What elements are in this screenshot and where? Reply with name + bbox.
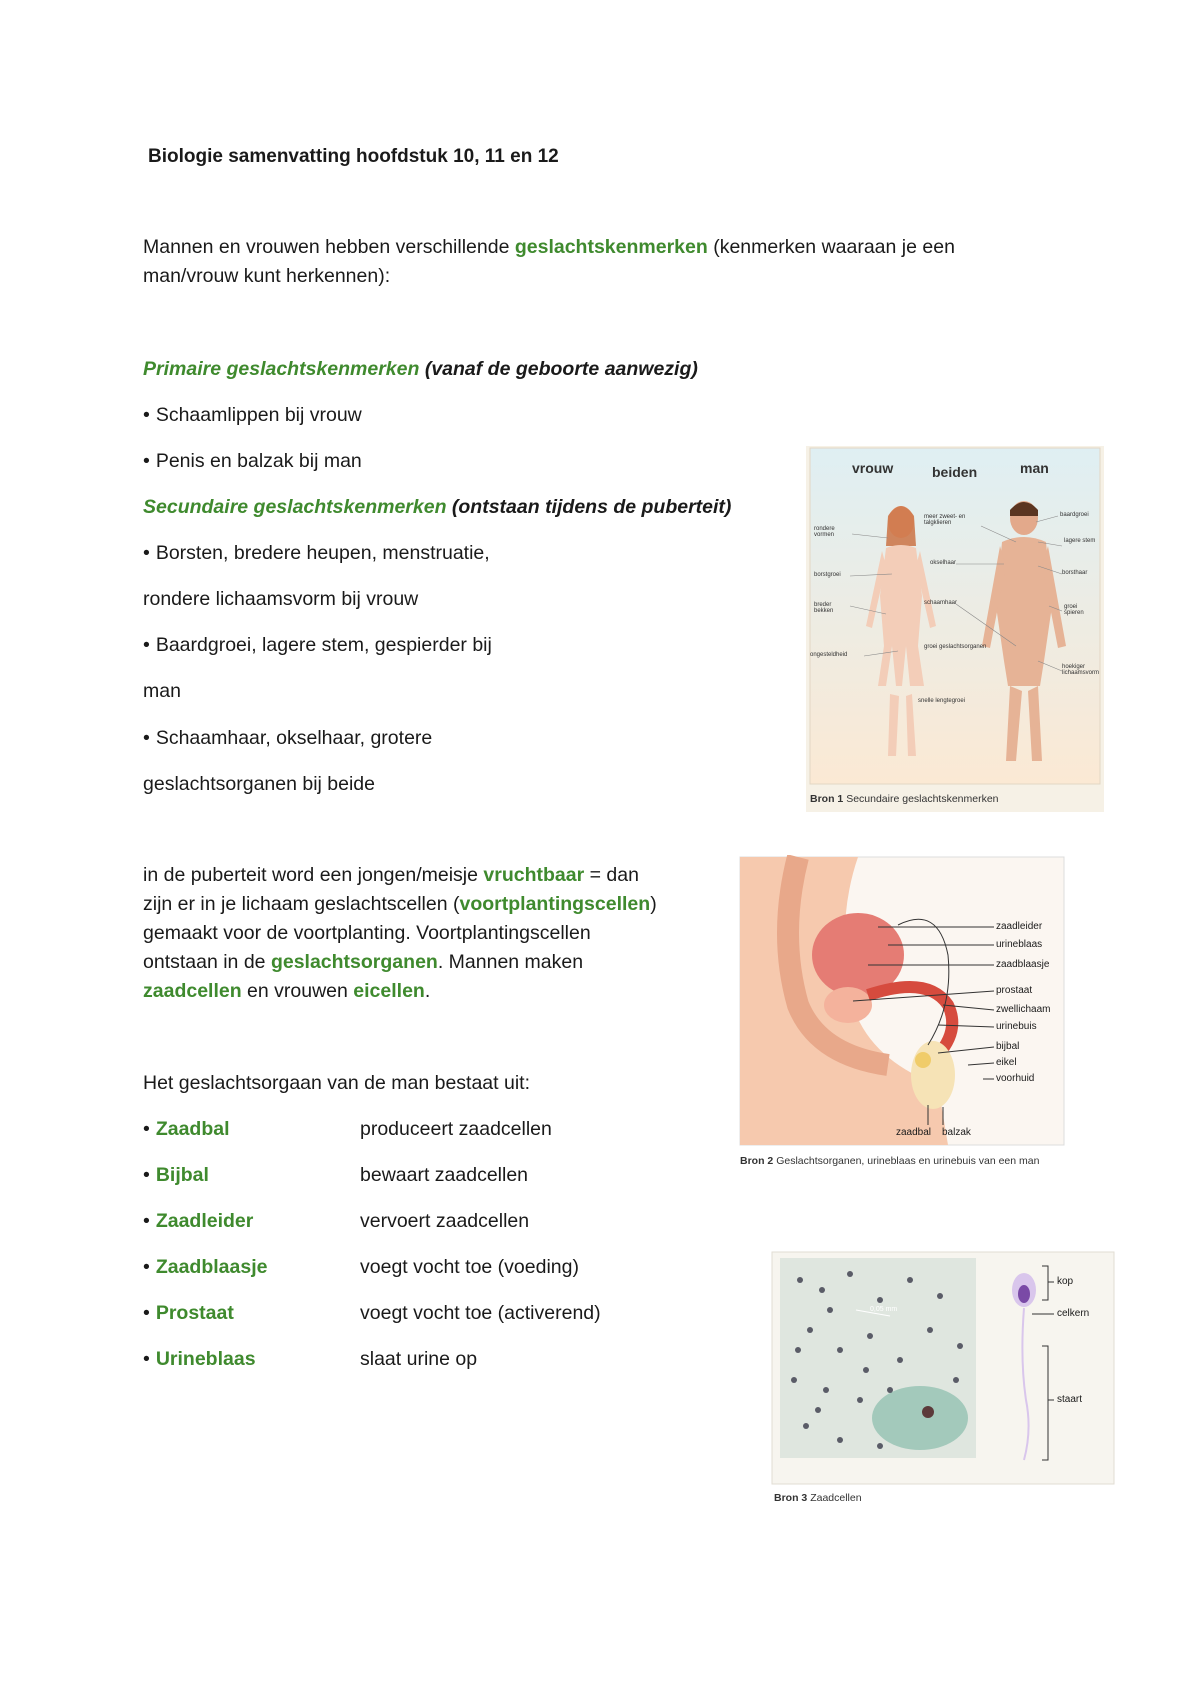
zaadbal-shape <box>911 1041 955 1109</box>
fig3-scale-label: 0,05 mm <box>870 1306 898 1313</box>
list-item: • Baardgroei, lagere stem, gespierder bij <box>143 631 492 660</box>
intro-text-after: (kenmerken waaraan je een <box>707 236 955 258</box>
page-title: Biologie samenvatting hoofdstuk 10, 11 en 12 <box>148 146 559 167</box>
secondary-heading-term: Secundaire geslachtskenmerken <box>143 496 447 518</box>
organ-term <box>143 1345 256 1374</box>
primary-heading-note: (vanaf de geboorte aanwezig) <box>424 358 698 380</box>
organ-term-label: Bijbal <box>155 1164 209 1186</box>
text: zijn er in je lichaam geslachtscellen ( <box>143 893 460 915</box>
fig2-label-zaadblaasje: zaadblaasje <box>996 959 1050 970</box>
organ-desc: produceert zaadcellen <box>360 1118 552 1140</box>
list-item: • Schaamlippen bij vrouw <box>143 401 362 430</box>
organ-desc: vervoert zaadcellen <box>360 1210 530 1232</box>
figure-bron-1 <box>806 446 1104 812</box>
fig2-label-urinebuis: urinebuis <box>996 1021 1037 1032</box>
text: = dan <box>584 864 639 886</box>
fig2-label-zaadleider: zaadleider <box>996 921 1043 932</box>
fig1-label: breder bekken <box>814 602 834 614</box>
intro-line-2: man/vrouw kunt herkennen): <box>143 265 391 287</box>
fig3-label-kop: kop <box>1057 1276 1074 1287</box>
fig2-label-eikel: eikel <box>996 1057 1017 1068</box>
text: . Mannen maken <box>437 951 584 973</box>
fig1-label: borstgroei <box>814 572 841 578</box>
text: ontstaan in de <box>143 951 271 973</box>
fig2-caption <box>740 1154 1056 1168</box>
list-item-continued: man <box>143 680 181 702</box>
fig1-label: groei spieren <box>1064 604 1084 616</box>
organ-term-label: Zaadleider <box>155 1210 254 1232</box>
list-item-continued: geslachtsorganen bij beide <box>143 773 376 795</box>
term-vruchtbaar: vruchtbaar <box>483 864 585 886</box>
puberty-line-3: gemaakt voor de voortplanting. Voortplantingscellen <box>143 922 591 944</box>
organ-term-label: Zaadblaasje <box>155 1256 268 1278</box>
figure-1-illustration <box>806 446 1104 786</box>
puberty-line-1 <box>143 861 639 890</box>
fig1-header-vrouw: vrouw <box>852 460 894 476</box>
figure-2-illustration <box>738 855 1066 1147</box>
text: in de puberteit word een jongen/meisje <box>143 864 484 886</box>
fig2-label-balzak: balzak <box>942 1127 971 1138</box>
organ-term-label: Urineblaas <box>155 1348 256 1370</box>
caption-text: Geslachtsorganen, urineblaas en urinebuis van een man <box>776 1155 1040 1167</box>
fig1-label: ongesteldheid <box>810 652 848 658</box>
organ-desc: voegt vocht toe (activerend) <box>360 1302 601 1324</box>
term-geslachtsorganen: geslachtsorganen <box>270 951 438 973</box>
fig1-label: hoekiger lichaamsvorm <box>1062 664 1100 676</box>
organ-desc: bewaart zaadcellen <box>360 1164 529 1186</box>
secondary-heading-note: (ontstaan tijdens de puberteit) <box>451 496 732 518</box>
organ-term <box>143 1299 234 1328</box>
organ-term <box>143 1207 253 1236</box>
text: en vrouwen <box>241 980 354 1002</box>
fig1-label: okselhaar <box>930 560 957 566</box>
term-eicellen: eicellen <box>353 980 425 1002</box>
fig1-label: groei geslachtsorganen <box>924 644 987 650</box>
fig1-label: snelle lengtegroei <box>918 698 966 704</box>
primary-heading-term: Primaire geslachtskenmerken <box>143 358 420 380</box>
caption-source: Bron 3 <box>774 1492 808 1504</box>
fig2-label-bijbal: bijbal <box>996 1041 1020 1052</box>
organ-term-label: Prostaat <box>155 1302 234 1324</box>
text: ) <box>650 893 657 915</box>
secondary-heading <box>143 493 731 522</box>
caption-text: Zaadcellen <box>810 1492 862 1504</box>
text: . <box>424 980 431 1002</box>
fig1-header-man: man <box>1020 460 1049 476</box>
organ-term-label: Zaadbal <box>155 1118 230 1140</box>
organ-desc: slaat urine op <box>360 1348 478 1370</box>
organ-term <box>143 1253 267 1282</box>
fig1-caption <box>810 792 1100 806</box>
puberty-line-4 <box>143 948 583 977</box>
fig2-label-prostaat: prostaat <box>996 985 1033 996</box>
fig1-label: baardgroei <box>1060 512 1089 518</box>
intro-line-1 <box>143 233 955 262</box>
list-item: • Penis en balzak bij man <box>143 447 362 476</box>
fig2-label-zaadbal: zaadbal <box>896 1127 932 1138</box>
fig1-label: meer zweet- en talgklieren <box>924 514 966 526</box>
organ-desc: voegt vocht toe (voeding) <box>360 1256 579 1278</box>
intro-text: Mannen en vrouwen hebben verschillende <box>143 236 515 258</box>
list-item: • Schaamhaar, okselhaar, grotere <box>143 724 432 753</box>
fig1-label: borsthaar <box>1062 570 1088 576</box>
puberty-line-5 <box>143 977 430 1006</box>
term-zaadcellen: zaadcellen <box>143 980 242 1002</box>
fig1-label: lagere stem <box>1064 538 1096 544</box>
list-item-continued: rondere lichaamsvorm bij vrouw <box>143 588 419 610</box>
puberty-line-2 <box>143 890 657 919</box>
fig3-label-staart: staart <box>1057 1394 1083 1405</box>
caption-source: Bron 1 <box>810 793 844 805</box>
term-geslachtskenmerken: geslachtskenmerken <box>514 236 708 258</box>
list-item: • Borsten, bredere heupen, menstruatie, <box>143 539 490 568</box>
fig1-label: schaamhaar <box>924 600 958 606</box>
primary-heading <box>143 355 698 384</box>
caption-text: Secundaire geslachtskenmerken <box>846 793 999 805</box>
caption-source: Bron 2 <box>740 1155 774 1167</box>
male-organ-heading: Het geslachtsorgaan van de man bestaat uit: <box>143 1072 530 1094</box>
figure-bron-3 <box>770 1250 1116 1512</box>
organ-term <box>143 1161 209 1190</box>
fig1-label: rondere vormen <box>814 526 835 538</box>
fig2-label-zwellichaam: zwellichaam <box>996 1004 1051 1015</box>
term-voortplantingscellen: voortplantingscellen <box>459 893 651 915</box>
fig3-label-celkern: celkern <box>1057 1308 1090 1319</box>
fig1-header-beiden: beiden <box>932 464 978 480</box>
organ-term <box>143 1115 230 1144</box>
figure-bron-2 <box>738 855 1066 1191</box>
fig2-label-urineblaas: urineblaas <box>996 939 1043 950</box>
fig3-caption <box>774 1491 1104 1505</box>
fig2-label-voorhuid: voorhuid <box>996 1073 1035 1084</box>
